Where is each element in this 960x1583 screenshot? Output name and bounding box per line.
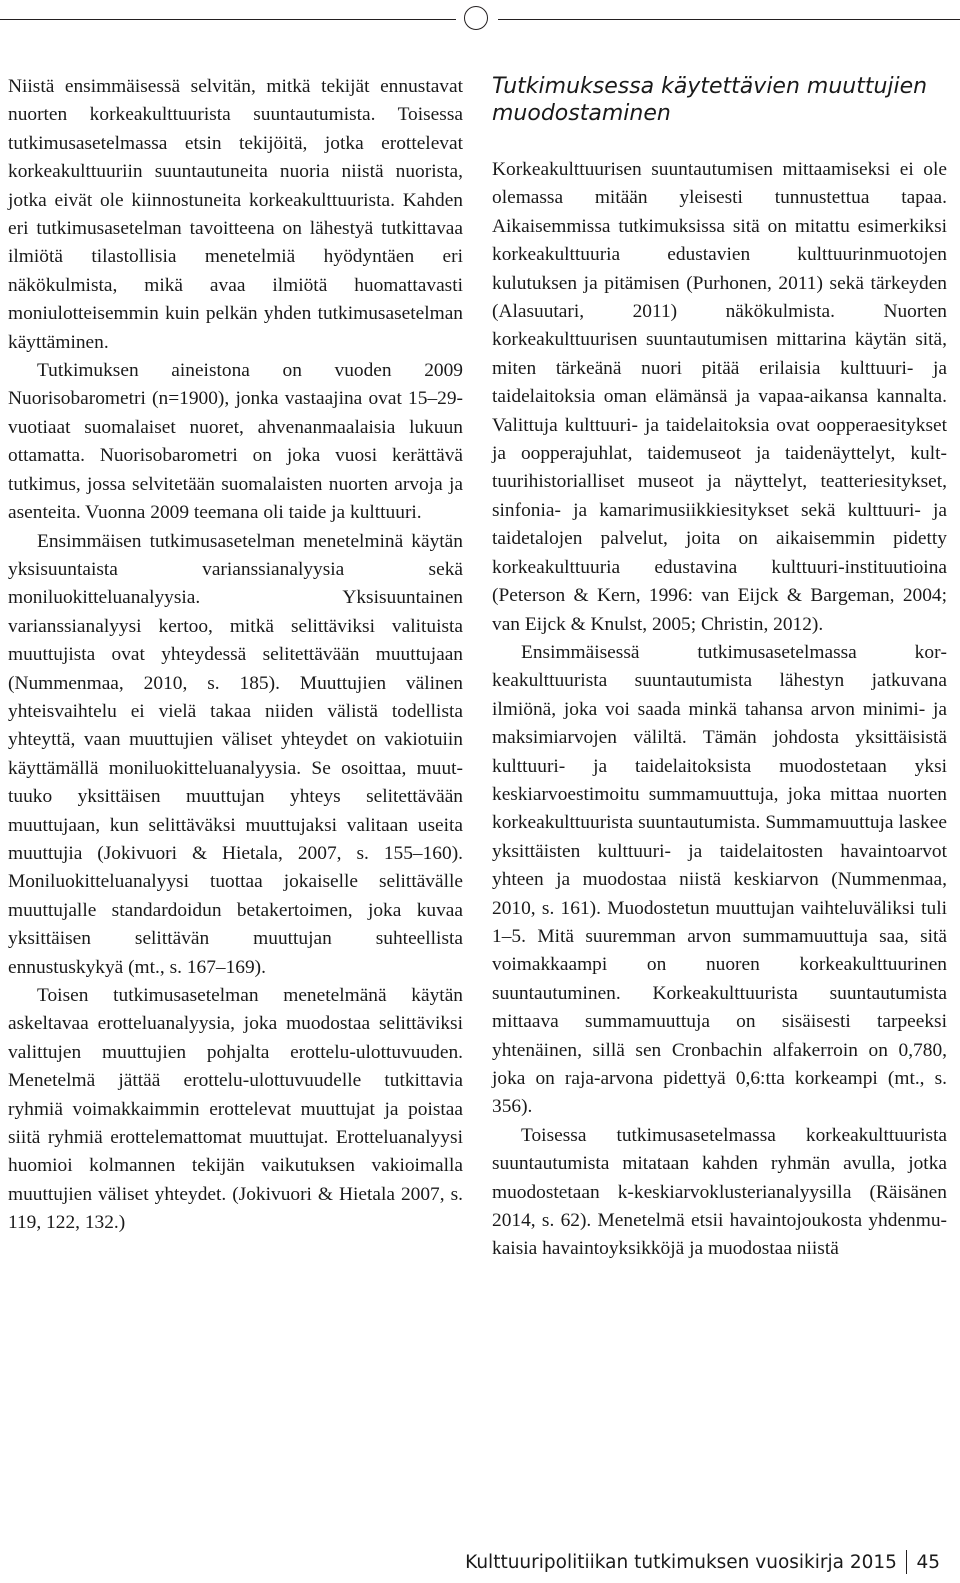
body-paragraph: Ensimmäisessä tutkimusasetelmassa korkeakulttuurista suuntautumista lähestyn jatkuvana ilmiönä, joka voi saada minkä tahansa arvon minimi- ja maksimiarvojen väliltä. Tämän johdosta yksittäisistä kulttuuri- ja taidelaitoksista muodostetaan yksi keskiarvoestimoitu summamuuttuja, joka mittaa nuorten korkeakulttuurista suuntautumista. Summamuuttuja laskee yksittäisten kulttuuri- ja taidelaitosten havaintoarvot yhteen ja muodostaa niistä keskiarvon (Nummenmaa, 2010, s. 161). Muodostetun muuttujan vaihteluväliksi tuli 1–5. Mitä suuremman arvon summamuuttuja saa, sitä voimakkaampi on nuoren korkeakulttuurinen suuntautuminen. Korkeakulttuurista suuntautumista mittaava summamuuttuja on sisäisesti tarpeeksi yhtenäinen, sillä sen Cronbachin alfakerroin on 0,780, joka on raja-arvona pidettyä 0,6:tta korkeampi (mt., s. 356). — [492, 641, 947, 1118]
right-column — [492, 73, 947, 1264]
header-rule-left — [0, 19, 456, 20]
body-paragraph: Korkeakulttuurisen suuntautumisen mittaamiseksi ei ole olemassa mitään yleisesti tunnustettua tapaa. Aikaisemmissa tutkimuksissa sitä on mitattu esimerkiksi korkeakulttuuria edustavien kulttuurinmuotojen kulutuksen ja pitämisen (Purhonen, 2011) sekä tärkeyden (Alasuutari, 2011) näkökulmista. Nuorten korkeakulttuurisen suuntautumisen mittarina käytän sitä, miten tärkeänä nuori pitää erilaisia kulttuuri- ja taidelaitoksia oman elämänsä ja vapaa-aikansa kannalta. Valittuja kulttuuri- ja taidelaitoksia ovat oopperaesitykset ja oopperajuhlat, taidemuseot ja taidenäyttelyt, kulttuurihistorialliset museot ja näyttelyt, teatteriesitykset, sinfonia- ja kamarimusiikkiesitykset sekä kulttuuri- ja taidetalojen palvelut, joita on aikaisemmin pidetty korkeakulttuuria edustavina kulttuuri-instituutioina (Peterson & Kern, 1996: van Eijck & Bargeman, 2004; van Eijck & Knulst, 2005; Christin, 2012). — [492, 159, 947, 635]
body-paragraph: Toisen tutkimusasetelman menetelmänä käytän askeltavaa erotteluanalyysia, joka muodostaa selittäviksi valittujen muuttujien pohjalta erottelu-ulottuvuuden. Menetelmä jättää erottelu-ulottuvuudelle tutkittavia ryhmiä voimakkaimmin erottelevat muuttujat ja poistaa siitä ryhmiä erottelemattomat muuttujat. Erotteluanalyysi huomioi kolmannen tekijän vaikutuksen vakioimalla muuttujien väliset yhteydet. (Jokivuori & Hietala 2007, s. 119, 122, 132.) — [8, 985, 463, 1234]
header-circle-ornament — [464, 6, 488, 30]
header-rule-right — [498, 19, 960, 20]
body-paragraph: Ensimmäisen tutkimusasetelman menetelminä käytän yksisuuntaista varianssianalyysia sekä moniluokitteluanalyysia. Yksisuuntainen varianssianalyysi kertoo, mitkä selittäviksi valituista muuttujista ovat yhteydessä selitettävään muuttujaan (Nummenmaa, 2010, s. 185). Muuttujien välinen yhteisvaihtelu ei vielä takaa niiden välistä todellista yhteyttä, vaan muuttujien väliset yhteydet on vakiotuiin käyttämällä moniluokitteluanalyysia. Se osoittaa, muuttuuko yksittäisen muuttujan yhteys selitettävään muuttujaan, kun selittäväksi muuttujaksi valitaan useita muuttujia (Jokivuori & Hietala, 2007, s. 155–160). Moniluokitteluanalyysi tuottaa jokaiselle selittävälle muuttujalle standardoidun betakertoimen, joka kuvaa yksittäisen selittävän muuttujan suhteellista ennustuskykyä (mt., s. 167–169). — [8, 530, 463, 978]
page-footer — [465, 1550, 940, 1574]
left-column — [8, 73, 463, 1238]
footer-separator — [906, 1550, 908, 1574]
body-paragraph: Tutkimuksen aineistona on vuoden 2009 Nuorisobarometri (n=1900), jonka vastaajina ovat 15–29-vuotiaat suomalaiset nuoret, ahvenanmaalaisia lukuun ottamatta. Nuorisobarometri on joka vuosi kerättävä tutkimus, jossa selvitetään suomalaisten nuorten arvoja ja asenteita. Vuonna 2009 teemana oli taide ja kulttuuri. — [8, 360, 463, 524]
footer-publication-title: Kulttuuripolitiikan tutkimuksen vuosikirja 2015 — [465, 1551, 897, 1573]
section-heading: Tutkimuksessa käytettävien muuttujien muodostaminen — [492, 74, 928, 126]
body-paragraph: Niistä ensimmäisessä selvitän, mitkä tekijät ennustavat nuorten korkeakulttuurista suuntautumista. Toisessa tutkimusasetelmassa etsin tekijöitä, jotka erottelevat korkeakulttuuriin suuntautuneita nuoria niistä nuorista, jotka eivät ole kiinnostuneita korkeakulttuurista. Kahden eri tutkimusasetelman tavoitteena on lähestyä tutkittavaa ilmiötä tilastollisia menetelmiä hyödyntäen eri näkökulmista, mikä avaa ilmiötä huomattavasti moniulotteisemmin kuin pelkän yhden tutkimusasetelman käyttäminen. — [8, 76, 463, 353]
page-number: 45 — [916, 1551, 940, 1573]
body-paragraph: Toisessa tutkimusasetelmassa korkeakulttuurista suuntautumista mitataan kahden ryhmän avulla, jotka muodostetaan k-keskiarvoklusterianalyysilla (Räisänen 2014, s. 62). Menetelmä etsii havaintojoukosta yhdenmukaisia havaintoyksikköjä ja muodostaa niistä — [492, 1124, 947, 1260]
